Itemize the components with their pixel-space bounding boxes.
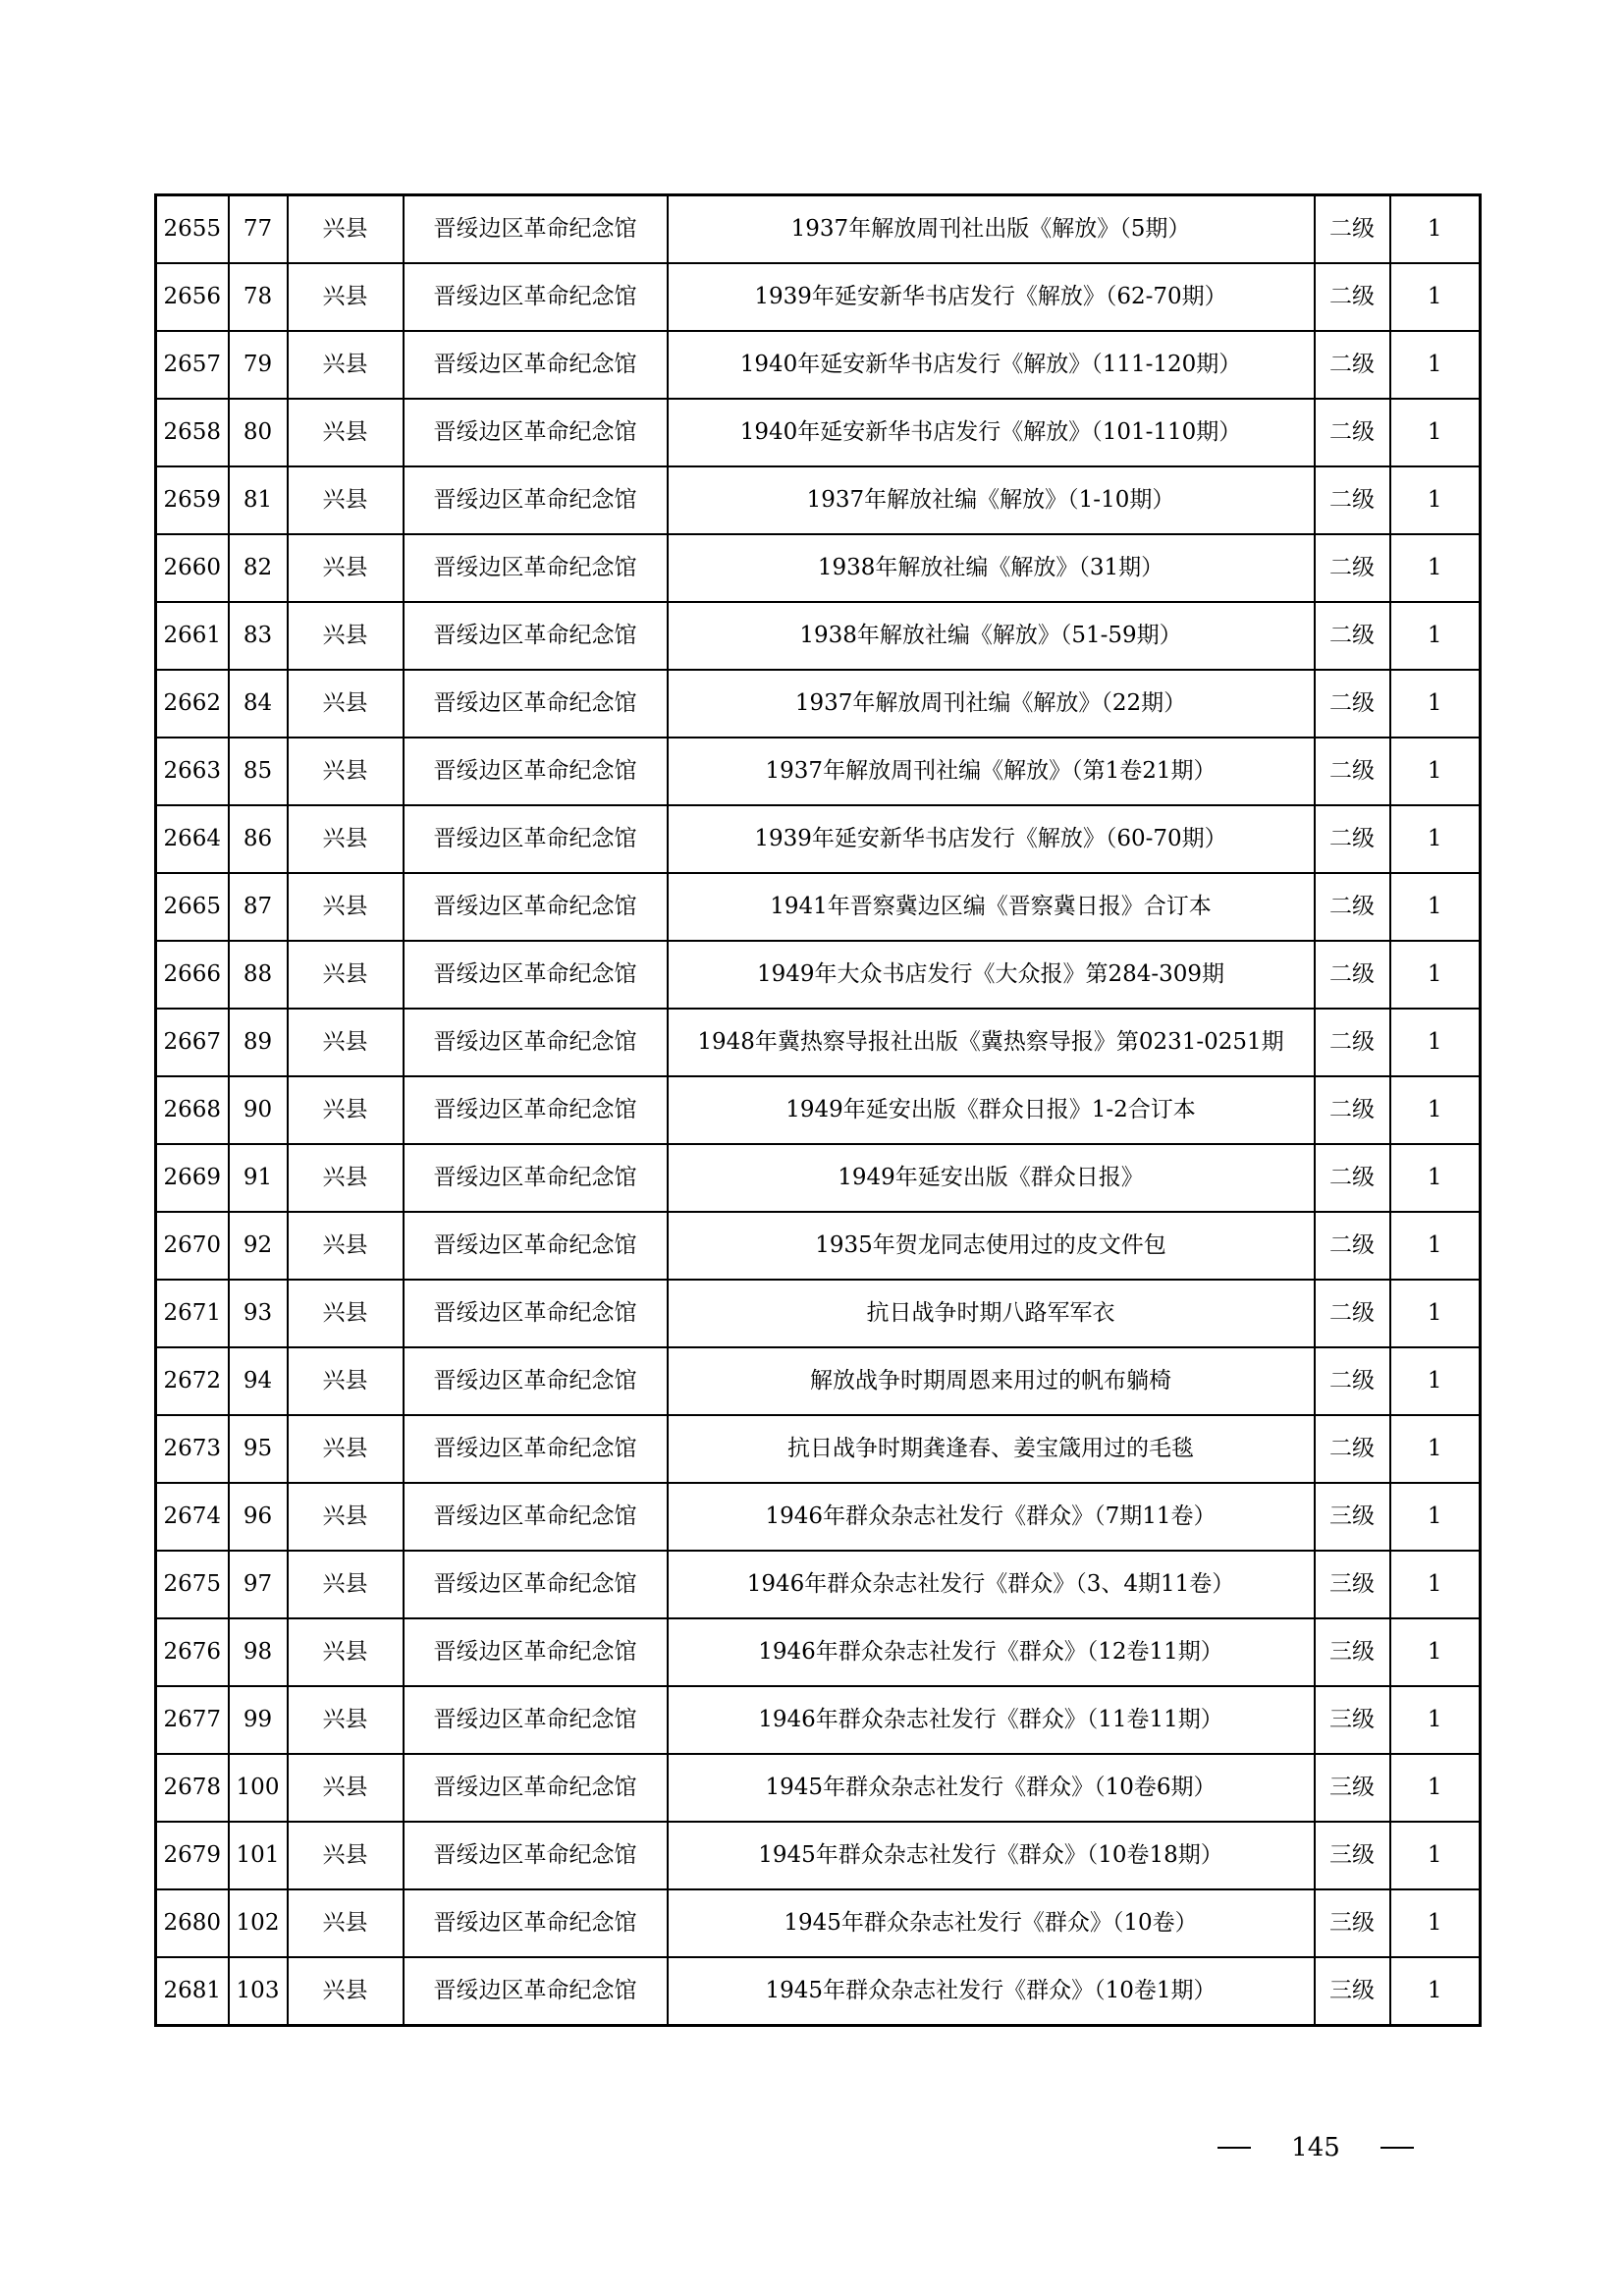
cell-seq: 2673 xyxy=(156,1415,229,1483)
cell-grade: 二级 xyxy=(1315,1280,1390,1347)
cell-seq: 2678 xyxy=(156,1754,229,1822)
cell-grade: 三级 xyxy=(1315,1957,1390,2026)
cell-county: 兴县 xyxy=(288,873,404,941)
cell-quantity: 1 xyxy=(1390,1280,1481,1347)
cell-index: 85 xyxy=(229,738,288,805)
cell-grade: 二级 xyxy=(1315,1347,1390,1415)
table-row xyxy=(156,1483,1481,1551)
cell-index: 82 xyxy=(229,534,288,602)
table-row xyxy=(156,331,1481,399)
cell-quantity: 1 xyxy=(1390,1754,1481,1822)
cell-county: 兴县 xyxy=(288,1009,404,1076)
cell-index: 97 xyxy=(229,1551,288,1618)
cell-quantity: 1 xyxy=(1390,399,1481,466)
cell-unit: 晋绥边区革命纪念馆 xyxy=(404,1144,668,1212)
cell-relic-name: 1939年延安新华书店发行《解放》（60-70期） xyxy=(668,805,1315,873)
cell-quantity: 1 xyxy=(1390,195,1481,264)
cell-seq: 2675 xyxy=(156,1551,229,1618)
cell-index: 88 xyxy=(229,941,288,1009)
cell-index: 87 xyxy=(229,873,288,941)
cell-relic-name: 1948年冀热察导报社出版《冀热察导报》第0231-0251期 xyxy=(668,1009,1315,1076)
cell-quantity: 1 xyxy=(1390,1076,1481,1144)
cell-quantity: 1 xyxy=(1390,1009,1481,1076)
cell-relic-name: 1946年群众杂志社发行《群众》（3、4期11卷） xyxy=(668,1551,1315,1618)
cell-seq: 2680 xyxy=(156,1889,229,1957)
cell-county: 兴县 xyxy=(288,738,404,805)
cell-quantity: 1 xyxy=(1390,534,1481,602)
table-row xyxy=(156,1347,1481,1415)
cell-relic-name: 1946年群众杂志社发行《群众》（11卷11期） xyxy=(668,1686,1315,1754)
cell-county: 兴县 xyxy=(288,466,404,534)
cell-county: 兴县 xyxy=(288,534,404,602)
cell-grade: 二级 xyxy=(1315,1415,1390,1483)
cell-seq: 2657 xyxy=(156,331,229,399)
cell-grade: 二级 xyxy=(1315,466,1390,534)
cell-county: 兴县 xyxy=(288,1957,404,2026)
cell-index: 91 xyxy=(229,1144,288,1212)
cell-relic-name: 1935年贺龙同志使用过的皮文件包 xyxy=(668,1212,1315,1280)
table-row xyxy=(156,1889,1481,1957)
cell-relic-name: 1945年群众杂志社发行《群众》（10卷6期） xyxy=(668,1754,1315,1822)
cell-seq: 2658 xyxy=(156,399,229,466)
cell-index: 99 xyxy=(229,1686,288,1754)
cell-county: 兴县 xyxy=(288,1144,404,1212)
cell-index: 98 xyxy=(229,1618,288,1686)
cell-relic-name: 1937年解放周刊社出版《解放》（5期） xyxy=(668,195,1315,264)
cell-seq: 2681 xyxy=(156,1957,229,2026)
cell-index: 96 xyxy=(229,1483,288,1551)
cell-unit: 晋绥边区革命纪念馆 xyxy=(404,331,668,399)
cell-relic-name: 1938年解放社编《解放》（51-59期） xyxy=(668,602,1315,670)
cell-county: 兴县 xyxy=(288,805,404,873)
table-row xyxy=(156,1822,1481,1889)
cell-seq: 2667 xyxy=(156,1009,229,1076)
cell-index: 102 xyxy=(229,1889,288,1957)
cell-relic-name: 1945年群众杂志社发行《群众》（10卷18期） xyxy=(668,1822,1315,1889)
cell-grade: 二级 xyxy=(1315,263,1390,331)
cell-seq: 2666 xyxy=(156,941,229,1009)
cell-unit: 晋绥边区革命纪念馆 xyxy=(404,1551,668,1618)
table-row xyxy=(156,1280,1481,1347)
cell-unit: 晋绥边区革命纪念馆 xyxy=(404,670,668,738)
cell-seq: 2671 xyxy=(156,1280,229,1347)
cell-grade: 二级 xyxy=(1315,399,1390,466)
cell-quantity: 1 xyxy=(1390,466,1481,534)
cell-relic-name: 1937年解放周刊社编《解放》（22期） xyxy=(668,670,1315,738)
cell-county: 兴县 xyxy=(288,1889,404,1957)
cell-relic-name: 1946年群众杂志社发行《群众》（12卷11期） xyxy=(668,1618,1315,1686)
cell-unit: 晋绥边区革命纪念馆 xyxy=(404,1483,668,1551)
cell-seq: 2665 xyxy=(156,873,229,941)
cell-grade: 三级 xyxy=(1315,1686,1390,1754)
cell-index: 83 xyxy=(229,602,288,670)
cell-unit: 晋绥边区革命纪念馆 xyxy=(404,873,668,941)
cell-grade: 二级 xyxy=(1315,1009,1390,1076)
cell-grade: 二级 xyxy=(1315,1212,1390,1280)
cell-quantity: 1 xyxy=(1390,1483,1481,1551)
table-row xyxy=(156,195,1481,264)
cell-county: 兴县 xyxy=(288,399,404,466)
cell-county: 兴县 xyxy=(288,1754,404,1822)
cell-grade: 二级 xyxy=(1315,331,1390,399)
cell-seq: 2659 xyxy=(156,466,229,534)
cell-county: 兴县 xyxy=(288,1347,404,1415)
cell-seq: 2677 xyxy=(156,1686,229,1754)
cell-index: 84 xyxy=(229,670,288,738)
table-row xyxy=(156,738,1481,805)
cell-quantity: 1 xyxy=(1390,1144,1481,1212)
table-row xyxy=(156,399,1481,466)
table-row xyxy=(156,602,1481,670)
table-row xyxy=(156,805,1481,873)
cell-index: 101 xyxy=(229,1822,288,1889)
cell-unit: 晋绥边区革命纪念馆 xyxy=(404,602,668,670)
table-row xyxy=(156,1144,1481,1212)
table-row xyxy=(156,1076,1481,1144)
cell-index: 95 xyxy=(229,1415,288,1483)
cell-seq: 2662 xyxy=(156,670,229,738)
cell-quantity: 1 xyxy=(1390,1957,1481,2026)
cell-unit: 晋绥边区革命纪念馆 xyxy=(404,1754,668,1822)
cell-index: 94 xyxy=(229,1347,288,1415)
cell-relic-name: 1937年解放社编《解放》（1-10期） xyxy=(668,466,1315,534)
cell-quantity: 1 xyxy=(1390,873,1481,941)
cell-index: 78 xyxy=(229,263,288,331)
right-dash xyxy=(1380,2147,1414,2149)
cell-relic-name: 解放战争时期周恩来用过的帆布躺椅 xyxy=(668,1347,1315,1415)
cell-seq: 2672 xyxy=(156,1347,229,1415)
table-row xyxy=(156,1212,1481,1280)
page-number: 145 xyxy=(1291,2133,1340,2162)
cell-relic-name: 1940年延安新华书店发行《解放》（101-110期） xyxy=(668,399,1315,466)
cell-index: 100 xyxy=(229,1754,288,1822)
cell-seq: 2669 xyxy=(156,1144,229,1212)
cell-relic-name: 抗日战争时期龚逢春、姜宝箴用过的毛毯 xyxy=(668,1415,1315,1483)
cell-unit: 晋绥边区革命纪念馆 xyxy=(404,1212,668,1280)
cell-seq: 2674 xyxy=(156,1483,229,1551)
cell-relic-name: 1945年群众杂志社发行《群众》（10卷1期） xyxy=(668,1957,1315,2026)
cell-relic-name: 1949年大众书店发行《大众报》第284-309期 xyxy=(668,941,1315,1009)
cell-grade: 二级 xyxy=(1315,602,1390,670)
cell-index: 77 xyxy=(229,195,288,264)
cell-relic-name: 1938年解放社编《解放》（31期） xyxy=(668,534,1315,602)
table-row xyxy=(156,1009,1481,1076)
cell-quantity: 1 xyxy=(1390,263,1481,331)
cell-relic-name: 1940年延安新华书店发行《解放》（111-120期） xyxy=(668,331,1315,399)
table-row xyxy=(156,1551,1481,1618)
cell-grade: 二级 xyxy=(1315,670,1390,738)
table-row xyxy=(156,263,1481,331)
cell-unit: 晋绥边区革命纪念馆 xyxy=(404,805,668,873)
cell-unit: 晋绥边区革命纪念馆 xyxy=(404,1618,668,1686)
cell-quantity: 1 xyxy=(1390,738,1481,805)
table-row xyxy=(156,466,1481,534)
cell-index: 81 xyxy=(229,466,288,534)
cell-relic-name: 1939年延安新华书店发行《解放》（62-70期） xyxy=(668,263,1315,331)
cell-relic-name: 1945年群众杂志社发行《群众》（10卷） xyxy=(668,1889,1315,1957)
cell-unit: 晋绥边区革命纪念馆 xyxy=(404,1415,668,1483)
cell-grade: 三级 xyxy=(1315,1754,1390,1822)
cell-index: 79 xyxy=(229,331,288,399)
cell-quantity: 1 xyxy=(1390,1686,1481,1754)
cell-county: 兴县 xyxy=(288,1822,404,1889)
cell-index: 93 xyxy=(229,1280,288,1347)
cell-index: 86 xyxy=(229,805,288,873)
cell-county: 兴县 xyxy=(288,1483,404,1551)
cell-unit: 晋绥边区革命纪念馆 xyxy=(404,399,668,466)
cell-county: 兴县 xyxy=(288,1280,404,1347)
table-row xyxy=(156,1957,1481,2026)
cell-seq: 2663 xyxy=(156,738,229,805)
cell-quantity: 1 xyxy=(1390,1889,1481,1957)
cell-seq: 2668 xyxy=(156,1076,229,1144)
cell-index: 80 xyxy=(229,399,288,466)
cell-grade: 二级 xyxy=(1315,195,1390,264)
cell-county: 兴县 xyxy=(288,670,404,738)
cell-seq: 2679 xyxy=(156,1822,229,1889)
table-row xyxy=(156,941,1481,1009)
cell-unit: 晋绥边区革命纪念馆 xyxy=(404,738,668,805)
cell-seq: 2655 xyxy=(156,195,229,264)
cell-seq: 2664 xyxy=(156,805,229,873)
cell-county: 兴县 xyxy=(288,1686,404,1754)
cell-unit: 晋绥边区革命纪念馆 xyxy=(404,263,668,331)
cell-county: 兴县 xyxy=(288,941,404,1009)
cell-relic-name: 1949年延安出版《群众日报》 xyxy=(668,1144,1315,1212)
relics-table xyxy=(154,193,1482,2027)
cell-grade: 二级 xyxy=(1315,738,1390,805)
table-row xyxy=(156,873,1481,941)
cell-seq: 2660 xyxy=(156,534,229,602)
table-row xyxy=(156,1754,1481,1822)
cell-unit: 晋绥边区革命纪念馆 xyxy=(404,941,668,1009)
cell-unit: 晋绥边区革命纪念馆 xyxy=(404,1822,668,1889)
cell-county: 兴县 xyxy=(288,1076,404,1144)
cell-quantity: 1 xyxy=(1390,1551,1481,1618)
cell-quantity: 1 xyxy=(1390,602,1481,670)
cell-quantity: 1 xyxy=(1390,1415,1481,1483)
table-row xyxy=(156,1686,1481,1754)
page-footer xyxy=(1217,2133,1414,2162)
cell-county: 兴县 xyxy=(288,331,404,399)
cell-quantity: 1 xyxy=(1390,670,1481,738)
cell-relic-name: 抗日战争时期八路军军衣 xyxy=(668,1280,1315,1347)
cell-seq: 2676 xyxy=(156,1618,229,1686)
cell-grade: 三级 xyxy=(1315,1551,1390,1618)
cell-grade: 三级 xyxy=(1315,1889,1390,1957)
table-row xyxy=(156,534,1481,602)
cell-relic-name: 1946年群众杂志社发行《群众》（7期11卷） xyxy=(668,1483,1315,1551)
cell-county: 兴县 xyxy=(288,1551,404,1618)
cell-grade: 二级 xyxy=(1315,1076,1390,1144)
cell-relic-name: 1949年延安出版《群众日报》1-2合订本 xyxy=(668,1076,1315,1144)
cell-grade: 二级 xyxy=(1315,941,1390,1009)
cell-seq: 2656 xyxy=(156,263,229,331)
cell-quantity: 1 xyxy=(1390,805,1481,873)
cell-quantity: 1 xyxy=(1390,1212,1481,1280)
cell-unit: 晋绥边区革命纪念馆 xyxy=(404,195,668,264)
cell-quantity: 1 xyxy=(1390,331,1481,399)
cell-index: 92 xyxy=(229,1212,288,1280)
table-row xyxy=(156,1618,1481,1686)
cell-grade: 三级 xyxy=(1315,1822,1390,1889)
table-body xyxy=(156,195,1481,2026)
cell-quantity: 1 xyxy=(1390,1618,1481,1686)
cell-unit: 晋绥边区革命纪念馆 xyxy=(404,1009,668,1076)
cell-grade: 三级 xyxy=(1315,1483,1390,1551)
cell-county: 兴县 xyxy=(288,195,404,264)
cell-county: 兴县 xyxy=(288,602,404,670)
cell-unit: 晋绥边区革命纪念馆 xyxy=(404,1889,668,1957)
cell-county: 兴县 xyxy=(288,1415,404,1483)
table-row xyxy=(156,670,1481,738)
cell-index: 89 xyxy=(229,1009,288,1076)
cell-grade: 二级 xyxy=(1315,873,1390,941)
cell-grade: 二级 xyxy=(1315,534,1390,602)
cell-county: 兴县 xyxy=(288,263,404,331)
cell-grade: 二级 xyxy=(1315,805,1390,873)
cell-index: 103 xyxy=(229,1957,288,2026)
cell-unit: 晋绥边区革命纪念馆 xyxy=(404,1280,668,1347)
cell-quantity: 1 xyxy=(1390,1822,1481,1889)
cell-index: 90 xyxy=(229,1076,288,1144)
cell-seq: 2661 xyxy=(156,602,229,670)
cell-unit: 晋绥边区革命纪念馆 xyxy=(404,1076,668,1144)
cell-unit: 晋绥边区革命纪念馆 xyxy=(404,466,668,534)
left-dash xyxy=(1217,2147,1251,2149)
cell-grade: 三级 xyxy=(1315,1618,1390,1686)
cell-quantity: 1 xyxy=(1390,941,1481,1009)
cell-seq: 2670 xyxy=(156,1212,229,1280)
cell-county: 兴县 xyxy=(288,1618,404,1686)
cell-unit: 晋绥边区革命纪念馆 xyxy=(404,1347,668,1415)
table-row xyxy=(156,1415,1481,1483)
cell-unit: 晋绥边区革命纪念馆 xyxy=(404,1957,668,2026)
cell-relic-name: 1937年解放周刊社编《解放》（第1卷21期） xyxy=(668,738,1315,805)
cell-unit: 晋绥边区革命纪念馆 xyxy=(404,534,668,602)
cell-relic-name: 1941年晋察冀边区编《晋察冀日报》合订本 xyxy=(668,873,1315,941)
cell-quantity: 1 xyxy=(1390,1347,1481,1415)
cell-county: 兴县 xyxy=(288,1212,404,1280)
cell-unit: 晋绥边区革命纪念馆 xyxy=(404,1686,668,1754)
cell-grade: 二级 xyxy=(1315,1144,1390,1212)
